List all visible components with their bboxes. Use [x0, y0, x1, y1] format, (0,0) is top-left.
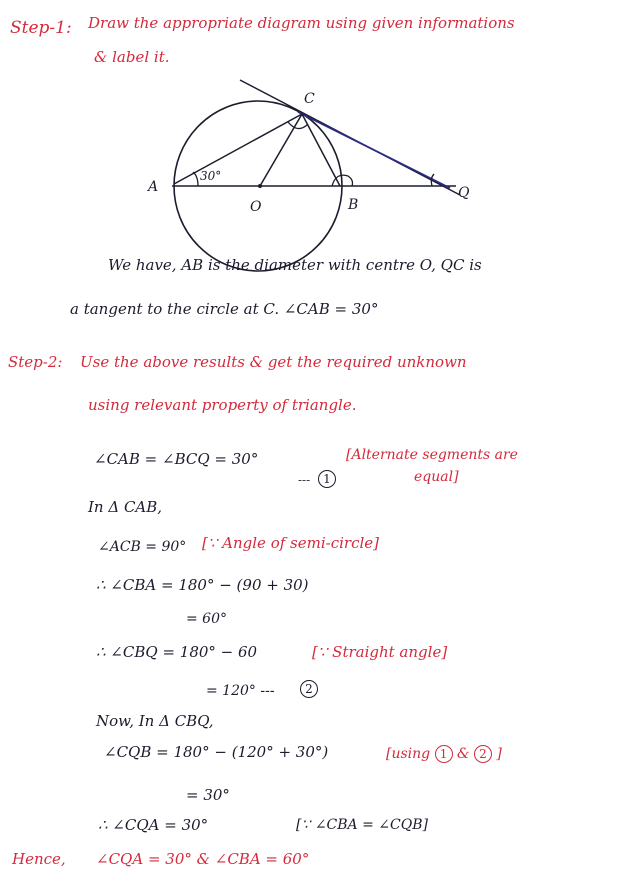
- angle-arc-A: [193, 172, 198, 186]
- line-AC: [174, 114, 302, 184]
- eq3: ∴ ∠CBA = 180° − (90 + 30): [96, 576, 309, 594]
- centre-point: [258, 184, 262, 188]
- label-B: B: [348, 197, 359, 213]
- angle-arc-C: [288, 122, 308, 129]
- eq1-reason-line2: equal]: [414, 469, 459, 485]
- eq2-reason: [∵ Angle of semi-circle]: [202, 534, 380, 552]
- step2-title: Step-2:: [8, 353, 63, 371]
- eq4-reason: [∵ Straight angle]: [312, 643, 448, 661]
- now-line: Now, In Δ CBQ,: [96, 712, 214, 730]
- eq4-number: 2: [300, 680, 318, 698]
- label-O: O: [250, 199, 262, 215]
- eq5-result: = 30°: [186, 786, 230, 804]
- hence-label: Hence,: [12, 850, 66, 868]
- eq4: ∴ ∠CBQ = 180° − 60: [96, 643, 258, 661]
- label-C: C: [304, 91, 315, 107]
- eq1: ∠CAB = ∠BCQ = 30°: [94, 450, 259, 468]
- in-triangle-cab: In Δ CAB,: [88, 498, 163, 516]
- given-line1: We have, AB is the diameter with centre O, QC is: [108, 256, 482, 274]
- step1-title: Step-1:: [10, 18, 72, 38]
- eq5-reason: [using 1 & 2 ]: [386, 746, 502, 762]
- hence-result: ∠CQA = 30° & ∠CBA = 60°: [96, 850, 310, 868]
- eq6: ∴ ∠CQA = 30°: [98, 816, 209, 834]
- step1-instruction-line2: & label it.: [94, 48, 170, 66]
- step2-instruction-line2: using relevant property of triangle.: [88, 396, 357, 414]
- label-Q: Q: [458, 185, 470, 201]
- eq3-result: = 60°: [186, 611, 227, 627]
- eq6-reason: [∵ ∠CBA = ∠CQB]: [296, 817, 428, 833]
- label-A: A: [148, 179, 159, 195]
- angle-30-label: 30°: [200, 169, 222, 183]
- step2-instruction-line1: Use the above results & get the required unknown: [80, 353, 467, 371]
- eq1-number: 1: [318, 470, 336, 488]
- eq1-mark: ---: [298, 473, 311, 487]
- eq2: ∠ACB = 90°: [98, 539, 187, 555]
- eq1-reason-line1: [Alternate segments are: [346, 447, 518, 463]
- given-line2: a tangent to the circle at C. ∠CAB = 30°: [70, 300, 379, 318]
- eq5: ∠CQB = 180° − (120° + 30°): [104, 743, 329, 761]
- step1-instruction-line1: Draw the appropriate diagram using given informations: [88, 14, 515, 32]
- eq4-result: = 120° ---: [206, 683, 275, 699]
